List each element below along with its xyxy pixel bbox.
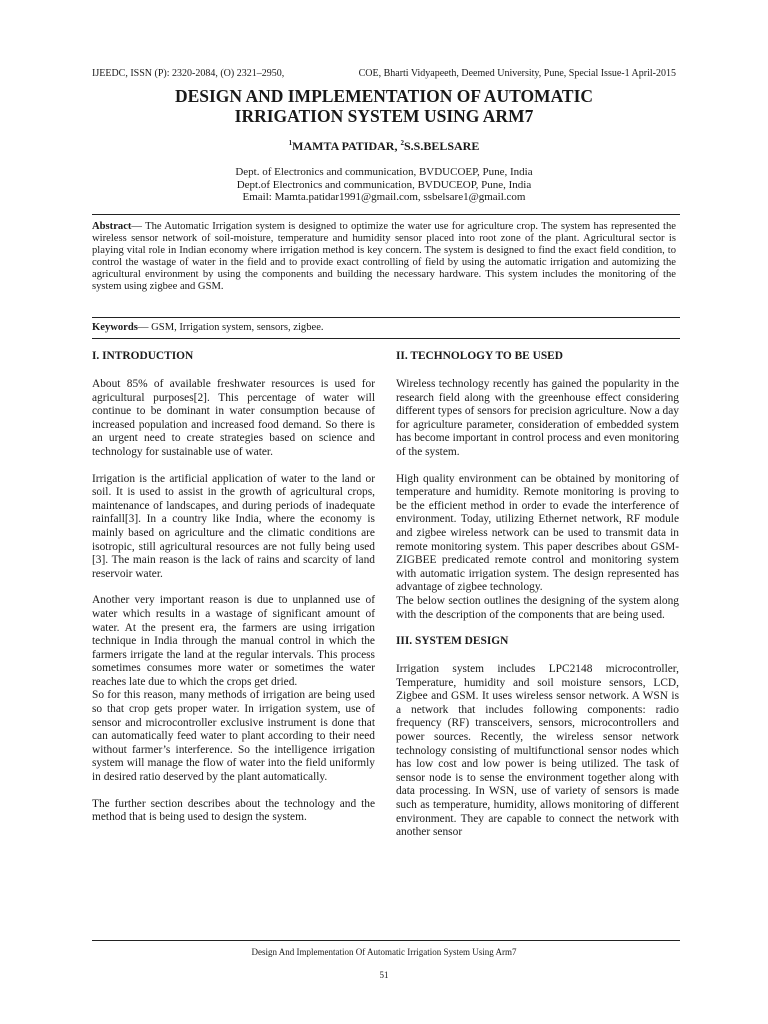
right-column — [396, 350, 679, 853]
footer-rule — [92, 940, 680, 941]
author2-name: S.S.BELSARE — [403, 139, 480, 153]
intro-paragraph-1: About 85% of available freshwater resources is used for agricultural purposes[2]. This percentage of water will continue to be dominant in water consumption because of increased population and increased food demand. So there is an urgent need to create strategies based on science and technology for sustainable use of water. — [92, 378, 375, 458]
tech-paragraph-3: The below section outlines the designing of the system along with the description of the components that are being used. — [396, 594, 679, 621]
paper-title — [92, 86, 676, 126]
author1-name: MAMTA PATIDAR, — [292, 139, 401, 153]
author2-superscript: 2 — [400, 139, 404, 147]
author-list — [92, 139, 676, 154]
design-paragraph-1: Irrigation system includes LPC2148 microcontroller, Temperature, humidity and soil moisture sensors, LCD, Zigbee and GSM. It uses wireless sensor network. A WSN is a network that includes following components: radio frequency (RF) transceivers, sensors, microcontrollers and power sources. Recently, the wireless sensor network technology consisting of multifunctional sensor nodes which has low cost and low power is being utilized. The task of sensor node is to sense the environment together along with data processing. In WSN, use of variety of sensors is made such as temperature, humidity, allows monitoring of different environment. They are capable to connect the network with another sensor — [396, 663, 679, 839]
keywords-bottom-rule — [92, 338, 680, 339]
author-emails: Email: Mamta.patidar1991@gmail.com, ssbelsare1@gmail.com — [242, 191, 526, 203]
left-column — [92, 350, 375, 838]
abstract-label: Abstract — [92, 221, 132, 232]
intro-paragraph-4: So for this reason, many methods of irrigation are being used so that crop gets proper water. In irrigation system, use of sensor and microcontroller exclusive instrument is done that can automatically feed water to plant according to their need without farmer’s interference. So the intelligence irrigation system will manage the flow of water into the field uniformly in desired ratio deserved by the plant automatically. — [92, 689, 375, 784]
author1-superscript: 1 — [288, 139, 293, 147]
affiliation-1: Dept. of Electronics and communication, BVDUCOEP, Pune, India — [235, 166, 533, 178]
header-journal-info: IJEEDC, ISSN (P): 2320-2084, (O) 2321–2950, — [92, 68, 285, 79]
page-number: 51 — [379, 970, 389, 980]
section-heading-introduction: I. INTRODUCTION — [92, 350, 194, 362]
keywords — [92, 322, 676, 334]
section-heading-technology: II. TECHNOLOGY TO BE USED — [396, 350, 564, 362]
running-header — [92, 68, 676, 79]
tech-paragraph-2: High quality environment can be obtained by monitoring of temperature and humidity. Remote monitoring is proving to be the efficient method in order to evade the interference of environment. Today, utilizing Ethernet network, RF module and zigbee wireless network can be used to transmit data in remote monitoring system. This paper describes about GSM-ZIGBEE predicated remote control and monitoring system with automatic irrigation system. The design represented has advantage of zigbee technology. — [396, 472, 679, 594]
tech-paragraph-1: Wireless technology recently has gained the popularity in the research field along with the greenhouse effect considering different types of sensors for precision agriculture. Now a day for agriculture parameter, consideration of embedded system has become important in control process and even monitoring of the system. — [396, 378, 679, 458]
keywords-top-rule — [92, 317, 680, 318]
section-heading-system-design: III. SYSTEM DESIGN — [396, 635, 509, 648]
title-line-1: DESIGN AND IMPLEMENTATION OF AUTOMATIC — [174, 86, 594, 106]
abstract-text: — The Automatic Irrigation system is designed to optimize the water use for agriculture crop. The system has represented the wireless sensor network of soil-moisture, temperature and humidity sensor placed into root zone of the plant. Agricultural sector is playing vital role in Indian economy where irrigation method is key concern. The system is designed to find the exact field condition, to control the wastage of water in the field and to provide exact controlling of field by using the automatic irrigation and automizing the agricultural environment by using the components and building the necessary hardware. This system includes the monitoring of the system using zigbee and GSM. — [92, 221, 676, 292]
abstract — [92, 221, 676, 293]
running-footer: Design And Implementation Of Automatic Irrigation System Using Arm7 — [251, 947, 517, 957]
keywords-text: — GSM, Irrigation system, sensors, zigbee. — [137, 322, 324, 333]
affiliation-2: Dept.of Electronics and communication, BVDUCEOP, Pune, India — [236, 178, 532, 191]
header-conference-info: COE, Bharti Vidyapeeth, Deemed University, Pune, Special Issue-1 April-2015 — [358, 68, 676, 79]
abstract-top-rule — [92, 214, 680, 215]
title-line-2: IRRIGATION SYSTEM USING ARM7 — [234, 106, 534, 126]
intro-paragraph-5: The further section describes about the technology and the method that is being used to design the system. — [92, 797, 375, 824]
keywords-label: Keywords — [92, 322, 138, 333]
affiliations — [92, 166, 676, 204]
intro-paragraph-3: Another very important reason is due to unplanned use of water which results in a wastage of significant amount of water. At the present era, the farmers are using irrigation technique in India through the manual control in which the farmers irrigate the land at the regular intervals. This process sometimes consumes more water or sometimes the water reaches late due to which the crops get dried. — [92, 594, 375, 688]
intro-paragraph-2: Irrigation is the artificial application of water to the land or soil. It is used to assist in the growth of agricultural crops, maintenance of landscapes, and during periods of inadequate rainfall[3]. In a country like India, where the economy is mainly based on agriculture and the climatic conditions are isotropic, still agricultural resources are not fully being used [3]. The main reason is the lack of rains and scarcity of land reservoir water. — [92, 472, 375, 580]
